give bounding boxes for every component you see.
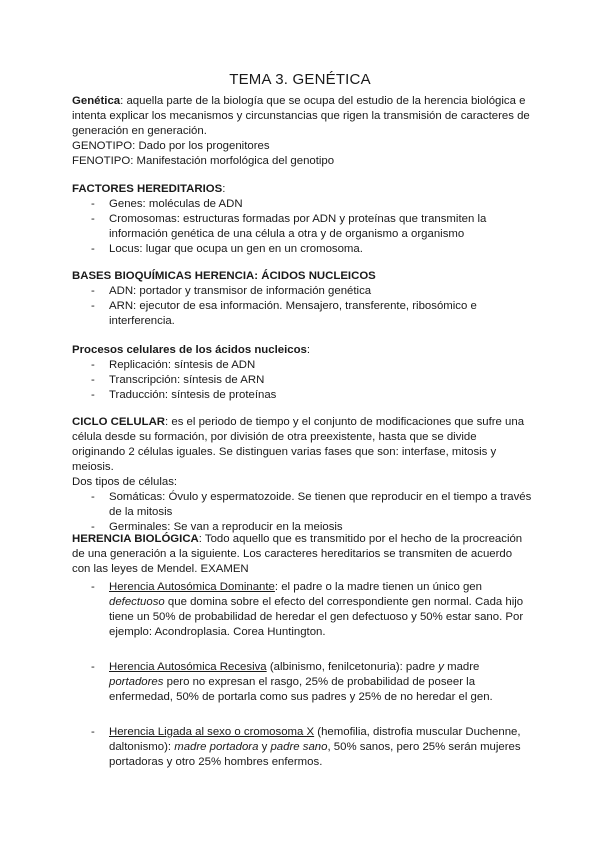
factores-list (72, 197, 532, 257)
procesos-section (72, 343, 532, 403)
ciclo-section (72, 415, 532, 535)
herencia-list (72, 580, 532, 770)
list-item: - Transcripción: síntesis de ARN (72, 373, 532, 388)
celulas-list (72, 490, 532, 535)
list-item-recesiva (72, 660, 532, 705)
recesiva-text-1: (albinismo, fenilcetonuria): padre (266, 661, 439, 673)
genetica-definition (72, 94, 532, 139)
list-item: - Cromosomas: estructuras formadas por ADN y proteínas que transmiten la información genética de una célula a otra y de organismo a organismo (72, 212, 532, 242)
list-item: - Germinales: Se van a reproducir en la meiosis (72, 520, 532, 535)
dominante-em-1: defectuoso (109, 596, 165, 608)
ciclo-paragraph (72, 415, 532, 475)
list-item-ligada (72, 725, 532, 770)
list-item: - ADN: portador y transmisor de información genética (72, 284, 532, 299)
procesos-heading-line (72, 343, 532, 358)
procesos-colon: : (306, 344, 311, 356)
dominante-text-1: : el padre o la madre tienen un único gen (274, 581, 482, 593)
bases-list (72, 284, 532, 329)
genotipo-line: GENOTIPO: Dado por los progenitores (72, 140, 270, 152)
ciclo-heading: CICLO CELULAR (72, 416, 166, 428)
bases-heading: BASES BIOQUÍMICAS HERENCIA: ÁCIDOS NUCLEICOS (72, 270, 376, 282)
recesiva-name: Herencia Autosómica Recesiva (109, 661, 267, 673)
recesiva-em-1: y (438, 661, 444, 673)
genetica-term: Genética (72, 95, 121, 107)
bases-section (72, 269, 532, 329)
list-item: - Replicación: síntesis de ADN (72, 358, 532, 373)
factores-heading-line (72, 182, 532, 197)
ligada-text-1: (hemofilia, distrofia muscular Duchenne, daltonismo): (109, 726, 521, 753)
list-item-dominante (72, 580, 532, 640)
ligada-text-2: y (258, 741, 271, 753)
ciclo-text: : es el periodo de tiempo y el conjunto de modificaciones que sufre una célula desde su formación, por división de otra preexistente, hasta que se divide originando 2 células iguales. Se distinguen varias fases que son: interfase, mitosis y meiosis. (72, 416, 525, 473)
ligada-name: Herencia Ligada al sexo o cromosoma X (109, 726, 315, 738)
dominante-text-2: que domina sobre el efecto del correspondiente gen normal. Cada hijo tiene un 50% de probabilidad de heredar el gen defectuoso y 50% estar sano. Por ejemplo: Acondroplasia. Corea Huntington. (109, 596, 524, 638)
ligada-em-2: padre sano (270, 741, 328, 753)
dominante-name: Herencia Autosómica Dominante (109, 581, 275, 593)
ligada-text-3: , 50% sanos, pero 25% serán mujeres portadoras y otro 25% hombres enfermos. (109, 741, 521, 768)
recesiva-text-3: pero no expresan el rasgo, 25% de probabilidad de poseer la enfermedad, 50% de portarla como sus padres y 25% de no heredar el gen. (109, 676, 493, 703)
tipos-celulas-line: Dos tipos de células: (72, 476, 178, 488)
page-title: TEMA 3. GENÉTICA (229, 71, 371, 88)
fenotipo-line: FENOTIPO: Manifestación morfológica del genotipo (72, 155, 335, 167)
herencia-section (72, 532, 532, 770)
list-item: - Locus: lugar que ocupa un gen en un cromosoma. (72, 242, 532, 257)
procesos-heading: Procesos celulares de los ácidos nucleicos (72, 344, 307, 356)
ligada-em-1: madre portadora (174, 741, 259, 753)
herencia-paragraph (72, 532, 532, 577)
factores-colon: : (222, 183, 226, 195)
intro-section (72, 94, 532, 169)
list-item: - Genes: moléculas de ADN (72, 197, 532, 212)
recesiva-em-2: portadores (109, 676, 164, 688)
recesiva-text-2: madre (443, 661, 480, 673)
factores-section (72, 182, 532, 257)
factores-heading: FACTORES HEREDITARIOS (72, 183, 223, 195)
herencia-heading: HERENCIA BIOLÓGICA (72, 533, 199, 545)
herencia-text: : Todo aquello que es transmitido por el hecho de la procreación de una generación a la siguiente. Los caracteres hereditarios se transmiten de acuerdo con las leyes de Mendel. EXAMEN (72, 533, 523, 575)
list-item: - Somáticas: Óvulo y espermatozoide. Se tienen que reproducir en el tiempo a través de la mitosis (72, 490, 532, 520)
list-item: - ARN: ejecutor de esa información. Mensajero, transferente, ribosómico e interferencia. (72, 299, 532, 329)
procesos-list (72, 358, 532, 403)
genetica-text: : aquella parte de la biología que se ocupa del estudio de la herencia biológica e intenta explicar los mecanismos y circunstancias que rigen la transmisión de caracteres de generación en generación. (72, 95, 530, 137)
list-item: - Traducción: síntesis de proteínas (72, 388, 532, 403)
